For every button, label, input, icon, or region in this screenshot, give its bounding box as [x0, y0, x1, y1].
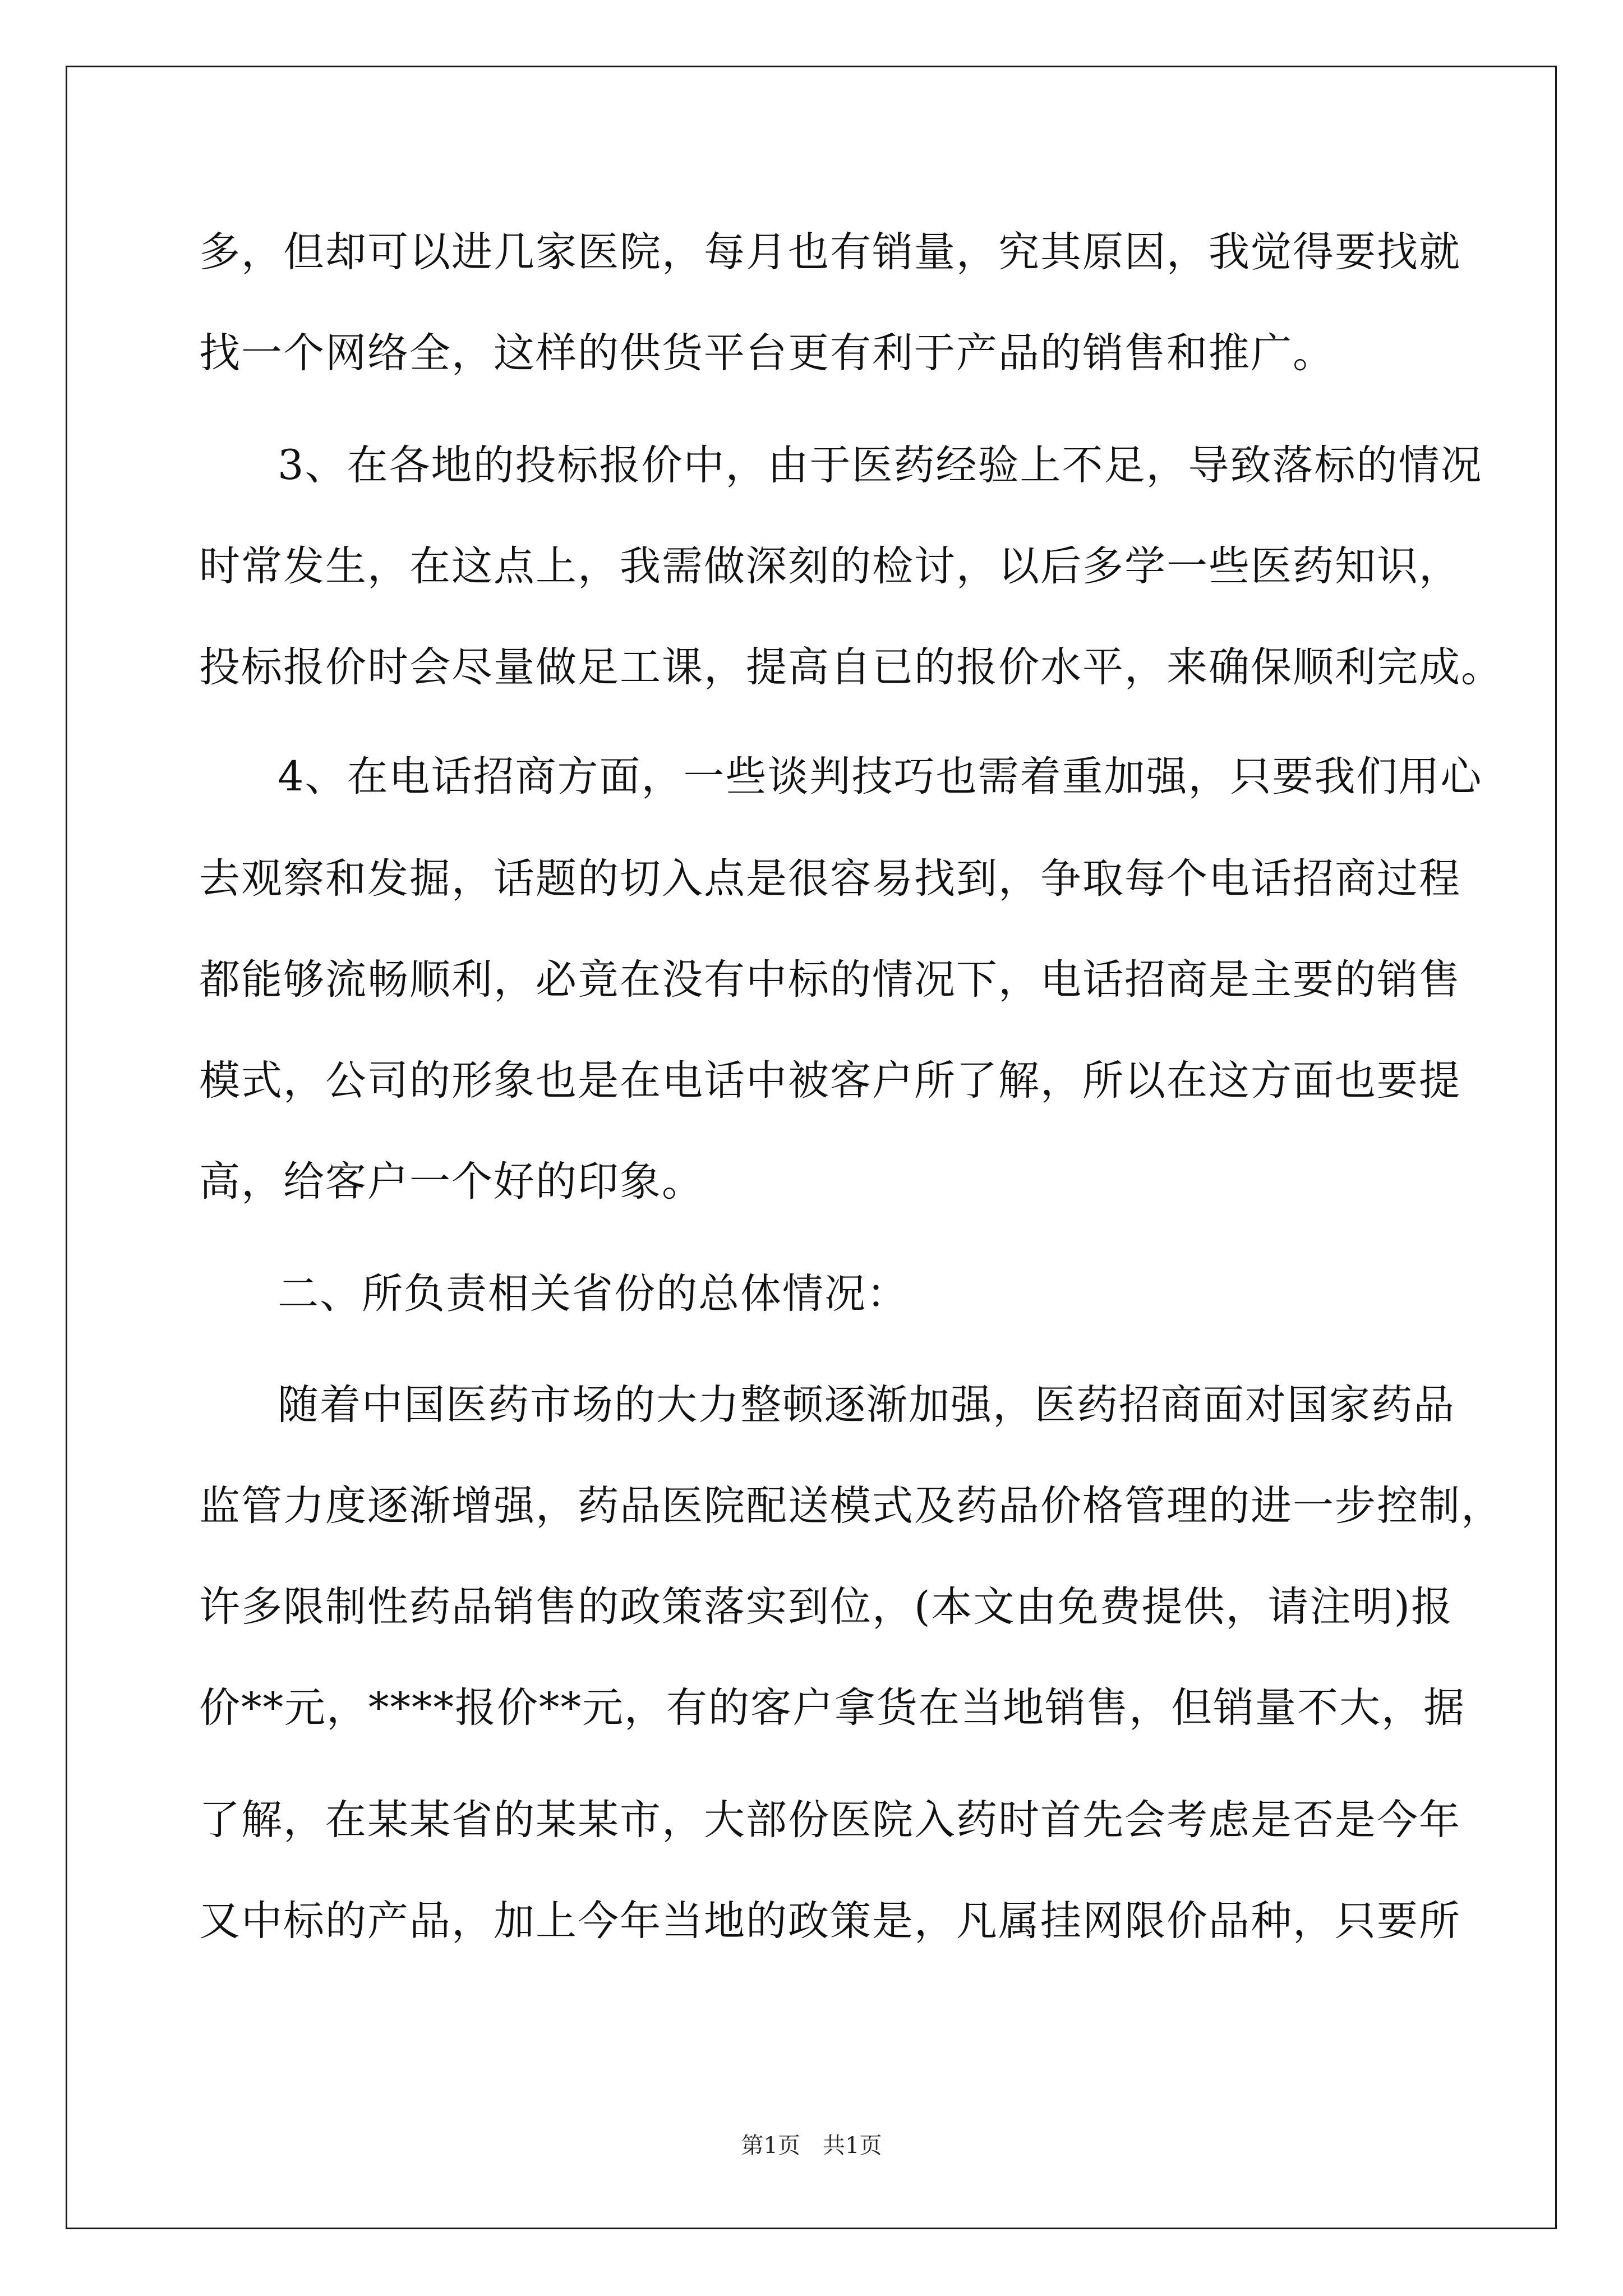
text-line: 投标报价时会尽量做足工课，提高自已的报价水平，来确保顺利完成。: [199, 643, 1503, 691]
text-line: 高，给客户一个好的印象。: [199, 1158, 704, 1205]
text-line: 找一个网络全，这样的供货平台更有利于产品的销售和推广。: [199, 329, 1335, 377]
text-line: 又中标的产品，加上今年当地的政策是，凡属挂网限价品种，只要所: [199, 1897, 1461, 1945]
page-number-footer: 第1页 共1页: [741, 2133, 882, 2159]
text-line: 价**元，****报价**元，有的客户拿货在当地销售，但销量不大，据: [199, 1684, 1465, 1732]
text-line: 许多限制性药品销售的政策落实到位，(本文由免费提供，请注明)报: [199, 1583, 1453, 1631]
text-line: 监管力度逐渐增强，药品医院配送模式及药品价格管理的进一步控制，: [199, 1482, 1503, 1530]
text-line: 多，但却可以进几家医院，每月也有销量，究其原因，我觉得要找就: [199, 228, 1461, 276]
section-heading: 二、所负责相关省份的总体情况：: [278, 1270, 909, 1318]
text-line: 了解，在某某省的某某市，大部份医院入药时首先会考虑是否是今年: [199, 1796, 1461, 1844]
text-line: 去观察和发掘，话题的切入点是很容易找到，争取每个电话招商过程: [199, 855, 1461, 903]
text-line: 时常发生，在这点上，我需做深刻的检讨，以后多学一些医药知识，: [199, 542, 1461, 590]
paragraph-start-line: 4、在电话招商方面，一些谈判技巧也需着重加强，只要我们用心: [278, 753, 1483, 800]
text-line: 模式，公司的形象也是在电话中被客户所了解，所以在这方面也要提: [199, 1057, 1461, 1105]
text-line: 都能够流畅顺利，必竟在没有中标的情况下，电话招商是主要的销售: [199, 956, 1461, 1004]
paragraph-start-line: 3、在各地的投标报价中，由于医药经验上不足，导致落标的情况: [278, 441, 1483, 489]
paragraph-start-line: 随着中国医药市场的大力整顿逐渐加强，医药招商面对国家药品: [278, 1381, 1455, 1429]
